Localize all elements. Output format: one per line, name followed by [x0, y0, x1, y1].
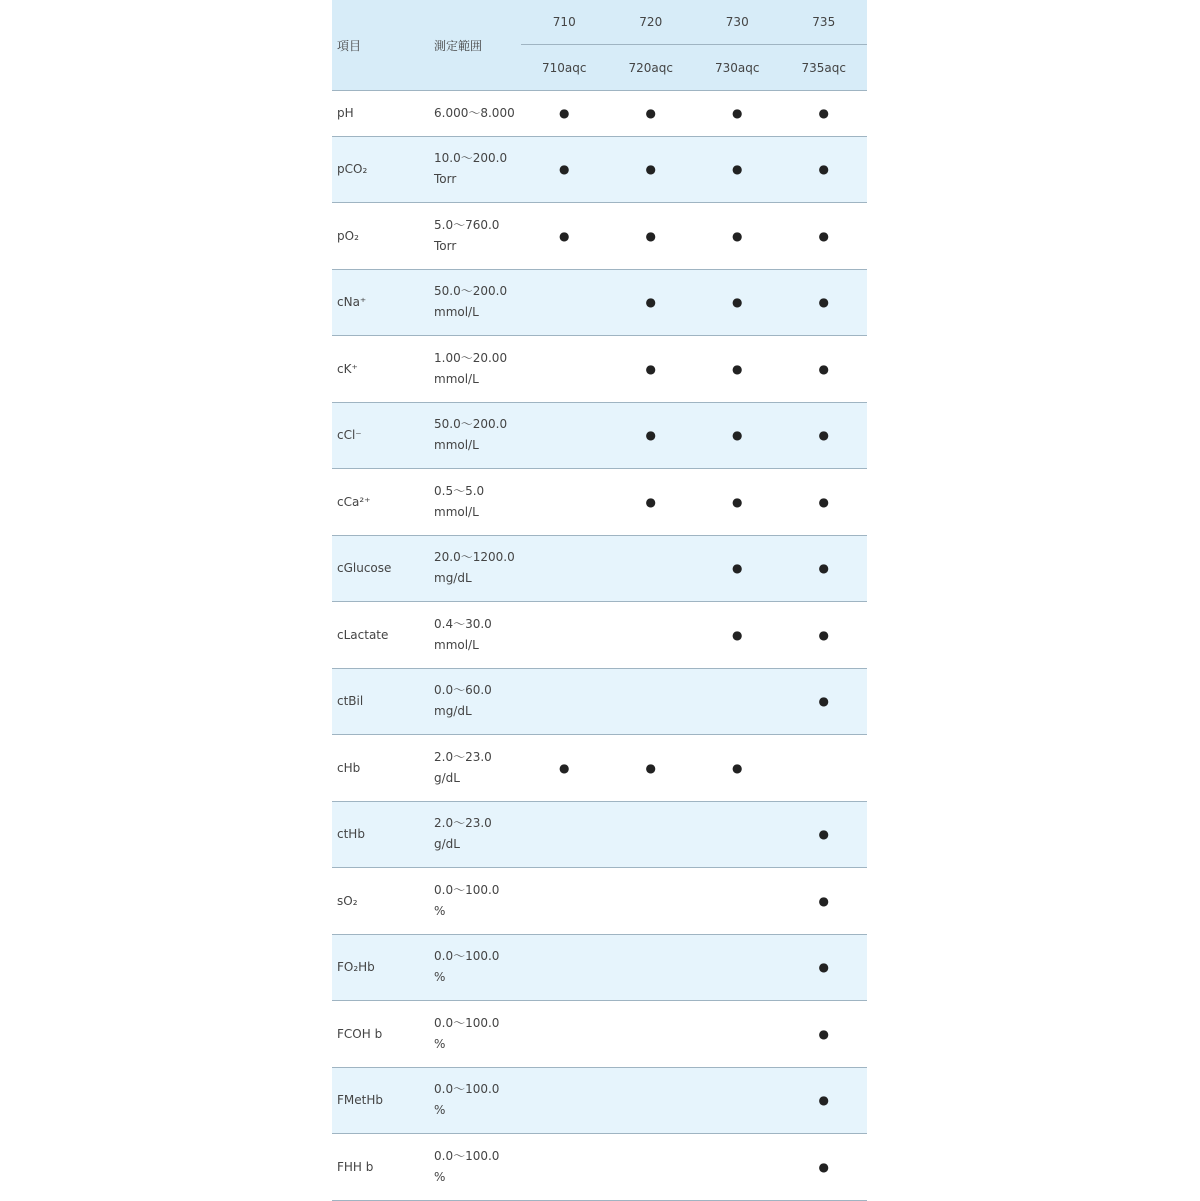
- support-cell-730: [694, 269, 781, 336]
- support-cell-735: [781, 136, 868, 203]
- table-row: [332, 1001, 867, 1068]
- supported-dot-icon: ●: [732, 428, 743, 443]
- range-unit: %: [434, 1169, 446, 1184]
- table-row: [332, 668, 867, 735]
- supported-dot-icon: ●: [818, 428, 829, 443]
- row-item-name: cK⁺: [332, 336, 429, 403]
- table-row: [332, 535, 867, 602]
- support-cell-710: [521, 735, 608, 802]
- supported-dot-icon: ●: [732, 162, 743, 177]
- support-cell-710: [521, 668, 608, 735]
- table-row: [332, 1134, 867, 1201]
- supported-dot-icon: ●: [818, 694, 829, 709]
- supported-dot-icon: ●: [732, 561, 743, 576]
- support-cell-720: [608, 402, 695, 469]
- support-cell-730: [694, 602, 781, 669]
- row-measurement-range: [429, 1067, 521, 1134]
- support-cell-730: [694, 336, 781, 403]
- range-value: 5.0～760.0: [434, 217, 500, 232]
- row-measurement-range: [429, 934, 521, 1001]
- support-cell-710: [521, 136, 608, 203]
- range-value: 0.0～100.0: [434, 949, 500, 964]
- row-measurement-range: [429, 203, 521, 270]
- range-unit: %: [434, 903, 446, 918]
- supported-dot-icon: ●: [818, 561, 829, 576]
- row-measurement-range: [429, 1001, 521, 1068]
- range-value: 0.0～60.0: [434, 683, 492, 698]
- row-item-name: sO₂: [332, 868, 429, 935]
- supported-dot-icon: ●: [559, 162, 570, 177]
- range-value: 50.0～200.0: [434, 417, 508, 432]
- support-cell-710: [521, 1001, 608, 1068]
- supported-dot-icon: ●: [818, 228, 829, 243]
- support-cell-735: [781, 735, 868, 802]
- support-cell-735: [781, 91, 868, 137]
- range-value: 6.000～8.000: [434, 105, 515, 120]
- row-item-name: cGlucose: [332, 535, 429, 602]
- supported-dot-icon: ●: [732, 228, 743, 243]
- row-item-name: cHb: [332, 735, 429, 802]
- support-cell-720: [608, 934, 695, 1001]
- range-unit: mg/dL: [434, 571, 472, 586]
- range-value: 50.0～200.0: [434, 284, 508, 299]
- support-cell-735: [781, 602, 868, 669]
- supported-dot-icon: ●: [818, 960, 829, 975]
- supported-dot-icon: ●: [732, 494, 743, 509]
- support-cell-730: [694, 801, 781, 868]
- supported-dot-icon: ●: [818, 162, 829, 177]
- row-measurement-range: [429, 868, 521, 935]
- header-variant-730aqc: 730aqc: [694, 45, 781, 91]
- header-range-label: 測定範囲: [429, 0, 521, 91]
- header-item-label: 項目: [332, 0, 429, 91]
- support-cell-710: [521, 469, 608, 536]
- range-unit: mmol/L: [434, 438, 479, 453]
- supported-dot-icon: ●: [732, 627, 743, 642]
- row-item-name: pCO₂: [332, 136, 429, 203]
- row-measurement-range: [429, 801, 521, 868]
- support-cell-735: [781, 801, 868, 868]
- row-measurement-range: [429, 136, 521, 203]
- row-item-name: pO₂: [332, 203, 429, 270]
- supported-dot-icon: ●: [732, 106, 743, 121]
- row-item-name: FCOH b: [332, 1001, 429, 1068]
- range-unit: mg/dL: [434, 704, 472, 719]
- supported-dot-icon: ●: [818, 361, 829, 376]
- range-unit: mmol/L: [434, 305, 479, 320]
- range-unit: g/dL: [434, 770, 460, 785]
- support-cell-730: [694, 203, 781, 270]
- header-variant-735aqc: 735aqc: [781, 45, 868, 91]
- support-cell-735: [781, 402, 868, 469]
- range-unit: mmol/L: [434, 371, 479, 386]
- supported-dot-icon: ●: [645, 428, 656, 443]
- support-cell-720: [608, 136, 695, 203]
- header-model-710: 710: [521, 0, 608, 45]
- header-model-735: 735: [781, 0, 868, 45]
- support-cell-730: [694, 735, 781, 802]
- support-cell-730: [694, 535, 781, 602]
- row-measurement-range: [429, 535, 521, 602]
- support-cell-730: [694, 934, 781, 1001]
- table-row: [332, 336, 867, 403]
- range-unit: %: [434, 1036, 446, 1051]
- support-cell-710: [521, 91, 608, 137]
- row-measurement-range: [429, 668, 521, 735]
- supported-dot-icon: ●: [645, 361, 656, 376]
- range-unit: mmol/L: [434, 637, 479, 652]
- row-item-name: cNa⁺: [332, 269, 429, 336]
- support-cell-720: [608, 801, 695, 868]
- row-item-name: FMetHb: [332, 1067, 429, 1134]
- supported-dot-icon: ●: [818, 295, 829, 310]
- supported-dot-icon: ●: [818, 1026, 829, 1041]
- support-cell-735: [781, 1067, 868, 1134]
- support-cell-730: [694, 469, 781, 536]
- row-measurement-range: [429, 602, 521, 669]
- table-row: [332, 269, 867, 336]
- supported-dot-icon: ●: [818, 827, 829, 842]
- spec-table-container: [332, 0, 867, 1201]
- supported-dot-icon: ●: [818, 1093, 829, 1108]
- support-cell-720: [608, 1067, 695, 1134]
- row-item-name: FO₂Hb: [332, 934, 429, 1001]
- supported-dot-icon: ●: [818, 627, 829, 642]
- support-cell-720: [608, 1001, 695, 1068]
- supported-dot-icon: ●: [645, 760, 656, 775]
- range-unit: %: [434, 970, 446, 985]
- support-cell-710: [521, 269, 608, 336]
- row-item-name: pH: [332, 91, 429, 137]
- row-measurement-range: [429, 91, 521, 137]
- range-value: 1.00～20.00: [434, 350, 508, 365]
- support-cell-735: [781, 336, 868, 403]
- support-cell-720: [608, 735, 695, 802]
- support-cell-710: [521, 801, 608, 868]
- range-value: 0.0～100.0: [434, 1082, 500, 1097]
- support-cell-730: [694, 1067, 781, 1134]
- row-measurement-range: [429, 402, 521, 469]
- range-value: 2.0～23.0: [434, 816, 492, 831]
- row-measurement-range: [429, 469, 521, 536]
- range-value: 0.5～5.0: [434, 483, 485, 498]
- row-measurement-range: [429, 1134, 521, 1201]
- row-item-name: cCa²⁺: [332, 469, 429, 536]
- table-header: [332, 0, 867, 91]
- range-unit: g/dL: [434, 837, 460, 852]
- support-cell-720: [608, 602, 695, 669]
- header-variant-710aqc: 710aqc: [521, 45, 608, 91]
- support-cell-720: [608, 203, 695, 270]
- table-body: [332, 91, 867, 1201]
- row-item-name: cLactate: [332, 602, 429, 669]
- table-row: [332, 469, 867, 536]
- support-cell-735: [781, 934, 868, 1001]
- support-cell-735: [781, 269, 868, 336]
- range-unit: Torr: [434, 172, 457, 187]
- supported-dot-icon: ●: [818, 106, 829, 121]
- row-item-name: ctHb: [332, 801, 429, 868]
- range-value: 0.4～30.0: [434, 616, 492, 631]
- supported-dot-icon: ●: [818, 893, 829, 908]
- supported-dot-icon: ●: [818, 494, 829, 509]
- row-item-name: ctBil: [332, 668, 429, 735]
- support-cell-735: [781, 1134, 868, 1201]
- range-value: 0.0～100.0: [434, 1148, 500, 1163]
- supported-dot-icon: ●: [732, 295, 743, 310]
- support-cell-730: [694, 402, 781, 469]
- supported-dot-icon: ●: [645, 162, 656, 177]
- row-measurement-range: [429, 269, 521, 336]
- support-cell-710: [521, 1134, 608, 1201]
- row-item-name: FHH b: [332, 1134, 429, 1201]
- measurement-spec-table: [332, 0, 867, 1201]
- support-cell-735: [781, 868, 868, 935]
- range-value: 0.0～100.0: [434, 1015, 500, 1030]
- table-row: [332, 1067, 867, 1134]
- support-cell-710: [521, 336, 608, 403]
- range-value: 20.0～1200.0: [434, 550, 515, 565]
- table-row: [332, 801, 867, 868]
- supported-dot-icon: ●: [732, 760, 743, 775]
- table-row: [332, 868, 867, 935]
- supported-dot-icon: ●: [645, 295, 656, 310]
- row-item-name: cCl⁻: [332, 402, 429, 469]
- support-cell-720: [608, 336, 695, 403]
- supported-dot-icon: ●: [645, 494, 656, 509]
- support-cell-735: [781, 203, 868, 270]
- range-value: 10.0～200.0: [434, 151, 508, 166]
- header-model-720: 720: [608, 0, 695, 45]
- support-cell-735: [781, 469, 868, 536]
- support-cell-710: [521, 203, 608, 270]
- table-row: [332, 735, 867, 802]
- range-unit: Torr: [434, 238, 457, 253]
- support-cell-730: [694, 91, 781, 137]
- support-cell-730: [694, 868, 781, 935]
- supported-dot-icon: ●: [645, 228, 656, 243]
- support-cell-710: [521, 535, 608, 602]
- support-cell-710: [521, 934, 608, 1001]
- support-cell-720: [608, 91, 695, 137]
- support-cell-720: [608, 1134, 695, 1201]
- table-row: [332, 602, 867, 669]
- row-measurement-range: [429, 336, 521, 403]
- header-variant-720aqc: 720aqc: [608, 45, 695, 91]
- support-cell-735: [781, 1001, 868, 1068]
- support-cell-730: [694, 1001, 781, 1068]
- support-cell-710: [521, 602, 608, 669]
- header-model-730: 730: [694, 0, 781, 45]
- table-row: [332, 136, 867, 203]
- supported-dot-icon: ●: [559, 106, 570, 121]
- support-cell-710: [521, 1067, 608, 1134]
- support-cell-730: [694, 136, 781, 203]
- supported-dot-icon: ●: [645, 106, 656, 121]
- support-cell-720: [608, 269, 695, 336]
- support-cell-720: [608, 469, 695, 536]
- support-cell-720: [608, 668, 695, 735]
- range-unit: %: [434, 1103, 446, 1118]
- support-cell-720: [608, 868, 695, 935]
- support-cell-735: [781, 535, 868, 602]
- row-measurement-range: [429, 735, 521, 802]
- table-row: [332, 934, 867, 1001]
- range-value: 0.0～100.0: [434, 882, 500, 897]
- table-row: [332, 203, 867, 270]
- table-row: [332, 402, 867, 469]
- support-cell-735: [781, 668, 868, 735]
- supported-dot-icon: ●: [732, 361, 743, 376]
- range-unit: mmol/L: [434, 504, 479, 519]
- table-row: [332, 91, 867, 137]
- supported-dot-icon: ●: [559, 228, 570, 243]
- supported-dot-icon: ●: [559, 760, 570, 775]
- range-value: 2.0～23.0: [434, 749, 492, 764]
- support-cell-710: [521, 868, 608, 935]
- support-cell-730: [694, 1134, 781, 1201]
- support-cell-710: [521, 402, 608, 469]
- supported-dot-icon: ●: [818, 1159, 829, 1174]
- support-cell-730: [694, 668, 781, 735]
- support-cell-720: [608, 535, 695, 602]
